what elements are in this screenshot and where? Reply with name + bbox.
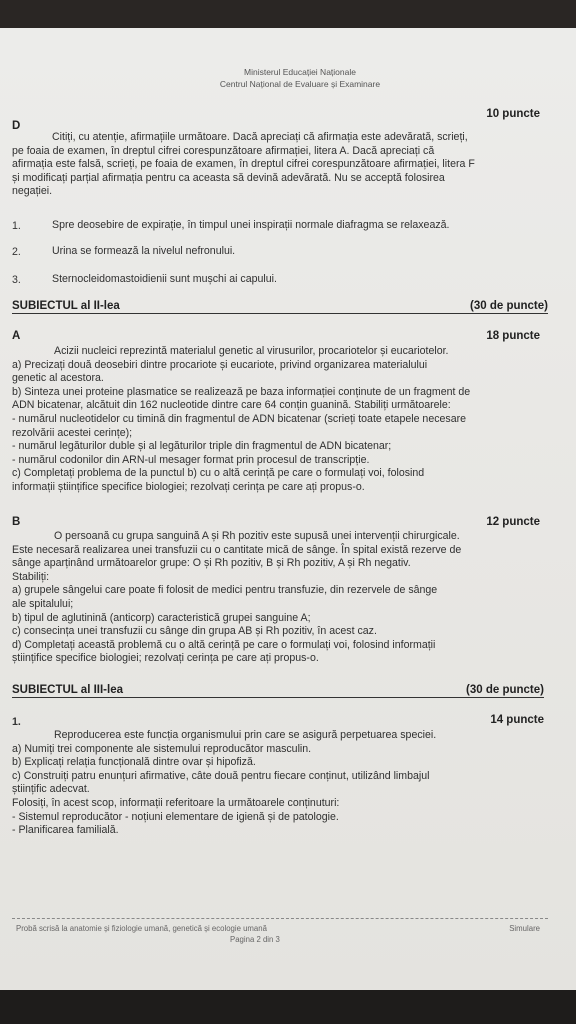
intro-line: afirmația este falsă, scrieți, pe foaia de examen, în dreptul cifrei corespunzătoare afirmației, litera F: [12, 158, 475, 171]
text-line: rezolvării acestei cerințe);: [12, 426, 133, 439]
text-line: a) Numiți trei componente ale sistemului reproducător masculin.: [12, 742, 312, 755]
intro-line: negației.: [12, 185, 53, 198]
text-line: c) Construiți patru enunțuri afirmative, câte două pentru fiecare conținut, utilizând limbajul: [12, 769, 430, 782]
ministry-name: Ministerul Educației Naționale: [244, 67, 356, 77]
subject-2-b-points: 12 puncte: [486, 516, 540, 528]
statement-text: Sternocleidomastoidienii sunt mușchi ai capului.: [52, 273, 277, 285]
text-line: - numărul legăturilor duble și al legăturilor triple din fragmentul de ADN bicatenar;: [12, 440, 392, 453]
intro-line: Citiți, cu atenție, afirmațiile următoare. Dacă apreciați că afirmația este adevărată, scrieți,: [52, 131, 468, 143]
text-line: - Planificarea familială.: [12, 824, 119, 837]
text-line: d) Completați această problemă cu o altă cerință pe care o formulați voi, folosind informații: [12, 638, 436, 651]
footer-label: Simulare: [509, 924, 540, 933]
statement-number: 1.: [12, 220, 21, 232]
subject-2-b-text: [12, 530, 552, 666]
text-line: Este necesară realizarea unei transfuzii cu o cantitate mică de sânge. În spital există rezerve de: [12, 543, 462, 556]
text-line: b) Explicați relația funcțională dintre ovar și hipofiză.: [12, 756, 256, 769]
subject-2-a-points: 18 puncte: [486, 330, 540, 342]
question-1-text: [12, 729, 552, 838]
subject-2-a-letter: A: [12, 330, 21, 342]
intro-line: și modificați parțial afirmația pentru ca aceasta să devină adevărată. Nu se acceptă folosirea: [12, 171, 445, 184]
intro-line: pe foaia de examen, în dreptul cifrei corespunzătoare afirmației, litera A. Dacă apreciați că: [12, 144, 435, 157]
subject-2-points: (30 de puncte): [470, 300, 548, 312]
text-line: Reproducerea este funcția organismului prin care se asigură perpetuarea speciei.: [54, 729, 437, 741]
text-line: a) Precizați două deosebiri dintre procariote și eucariote, privind organizarea materialului: [12, 358, 428, 371]
subject-3-header: [12, 684, 544, 698]
statement-number: 2.: [12, 246, 21, 258]
text-line: - numărul nucleotidelor cu timină din fragmentul de ADN bicatenar (scrieți toate etapele necesare: [12, 412, 467, 425]
footer-divider: [12, 918, 548, 919]
center-name: Centrul Național de Evaluare și Examinare: [219, 79, 381, 89]
footer-subject: Probă scrisă la anatomie și fiziologie umană, genetică și ecologie umană: [16, 924, 267, 933]
ministry-header: [200, 66, 400, 90]
text-line: științifice specifice biologiei; rezolvați cerința pe care ați propus-o.: [12, 652, 319, 665]
section-d-points: 10 puncte: [486, 108, 540, 120]
subject-2-title: SUBIECTUL al II-lea: [12, 300, 120, 312]
question-1-number: 1.: [12, 716, 21, 728]
section-d-intro: [12, 131, 552, 199]
statement-number: 3.: [12, 274, 21, 286]
text-line: b) Sinteza unei proteine plasmatice se realizează pe baza informației conținute de un fragment de: [12, 385, 471, 398]
text-line: sânge aparținând următoarelor grupe: O și Rh pozitiv, B și Rh pozitiv, A și Rh negativ.: [12, 557, 411, 570]
text-line: a) grupele sângelui care poate fi folosit de medici pentru transfuzie, din rezervele de sânge: [12, 584, 438, 597]
subject-3-points: (30 de puncte): [466, 684, 544, 696]
text-line: ADN bicatenar, alcătuit din 162 nucleotide dintre care 64 conțin guanină. Stabiliți următoarele:: [12, 399, 451, 412]
text-line: - numărul codonilor din ARN-ul mesager format prin procesul de transcripție.: [12, 453, 370, 466]
text-line: c) Completați problema de la punctul b) cu o altă cerință pe care o formulați voi, folosind: [12, 467, 425, 480]
section-d-letter: D: [12, 120, 21, 132]
text-line: Acizii nucleici reprezintă materialul genetic al virusurilor, procariotelor și eucariotelor.: [54, 345, 449, 357]
subject-2-b-letter: B: [12, 516, 21, 528]
statement-text: Spre deosebire de expirație, în timpul unei inspirații normale diafragma se relaxează.: [52, 219, 450, 231]
text-line: ale spitalului;: [12, 597, 74, 610]
text-line: genetic al acestora.: [12, 372, 104, 385]
text-line: informații științifice specifice biologiei; rezolvați cerința pe care ați propus-o.: [12, 480, 365, 493]
subject-2-a-text: [12, 345, 552, 495]
page-number: Pagina 2 din 3: [230, 935, 280, 944]
text-line: Stabiliți:: [12, 570, 50, 583]
text-line: O persoană cu grupa sanguină A și Rh pozitiv este supusă unei intervenții chirurgicale.: [54, 530, 460, 542]
background-surface: [0, 990, 576, 1024]
text-line: - Sistemul reproducător - noțiuni elementare de igienă și de patologie.: [12, 810, 339, 823]
subject-2-header: [12, 300, 548, 314]
subject-3-title: SUBIECTUL al III-lea: [12, 684, 123, 696]
text-line: c) consecința unei transfuzii cu sânge din grupa AB și Rh pozitiv, în acest caz.: [12, 625, 377, 638]
exam-page: [0, 28, 576, 990]
statement-text: Urina se formează la nivelul nefronului.: [52, 245, 236, 257]
question-1-points: 14 puncte: [490, 714, 544, 726]
text-line: Folosiți, în acest scop, informații referitoare la următoarele conținuturi:: [12, 796, 340, 809]
text-line: b) tipul de aglutinină (anticorp) caracteristică grupei sanguine A;: [12, 611, 311, 624]
text-line: științific adecvat.: [12, 783, 90, 796]
